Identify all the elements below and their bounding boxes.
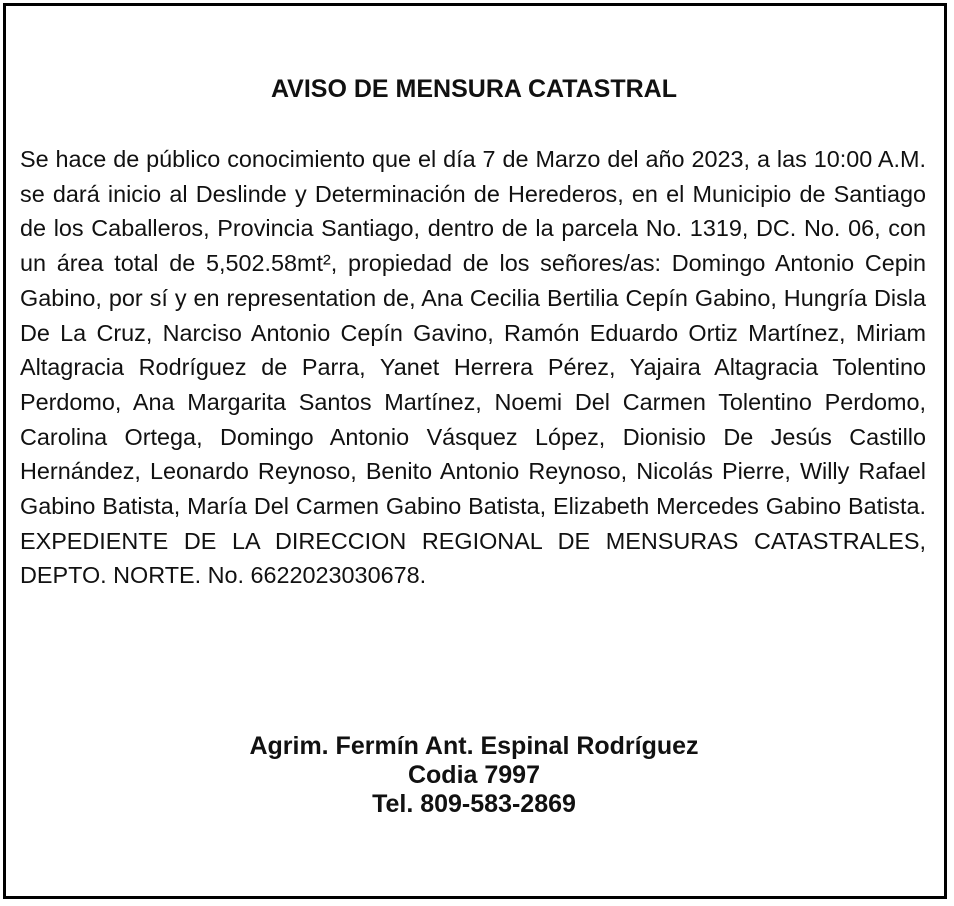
codia-number: Codia 7997 — [407, 761, 540, 789]
notice-title: AVISO DE MENSURA CATASTRAL — [270, 75, 678, 103]
surveyor-name: Agrim. Fermín Ant. Espinal Rodríguez — [249, 732, 699, 760]
signature-block — [0, 732, 948, 819]
phone-number: Tel. 809-583-2869 — [372, 790, 576, 818]
notice-body: Se hace de público conocimiento que el día 7 de Marzo del año 2023, a las 10:00 A.M. se dará inicio al Deslinde y Determinación de Herederos, en el Municipio de Santiago de los Caballeros, Provincia Santiago, dentro de la parcela No. 1319, DC. No. 06, con un área total de 5,502.58mt², propiedad de los señores/as: Domingo Antonio Cepin Gabino, por sí y en representation de, Ana Cecilia Bertilia Cepín Gabino, Hungría Disla De La Cruz, Narciso Antonio Cepín Gavino, Ramón Eduardo Ortiz Martínez, Miriam Altagracia Rodríguez de Parra, Yanet Herrera Pérez, Yajaira Altagracia Tolentino Perdomo, Ana Margarita Santos Martínez, Noemi Del Carmen Tolentino Perdomo, Carolina Ortega, Domingo Antonio Vásquez López, Dionisio De Jesús Castillo Hernández, Leonardo Reynoso, Benito Antonio Reynoso, Nicolás Pierre, Willy Rafael Gabino Batista, María Del Carmen Gabino Batista, Elizabeth Mercedes Gabino Batista. EXPEDIENTE DE LA DIRECCION REGIONAL DE MENSURAS CATASTRALES, DEPTO. NORTE. No. 6622023030678. — [20, 146, 926, 589]
